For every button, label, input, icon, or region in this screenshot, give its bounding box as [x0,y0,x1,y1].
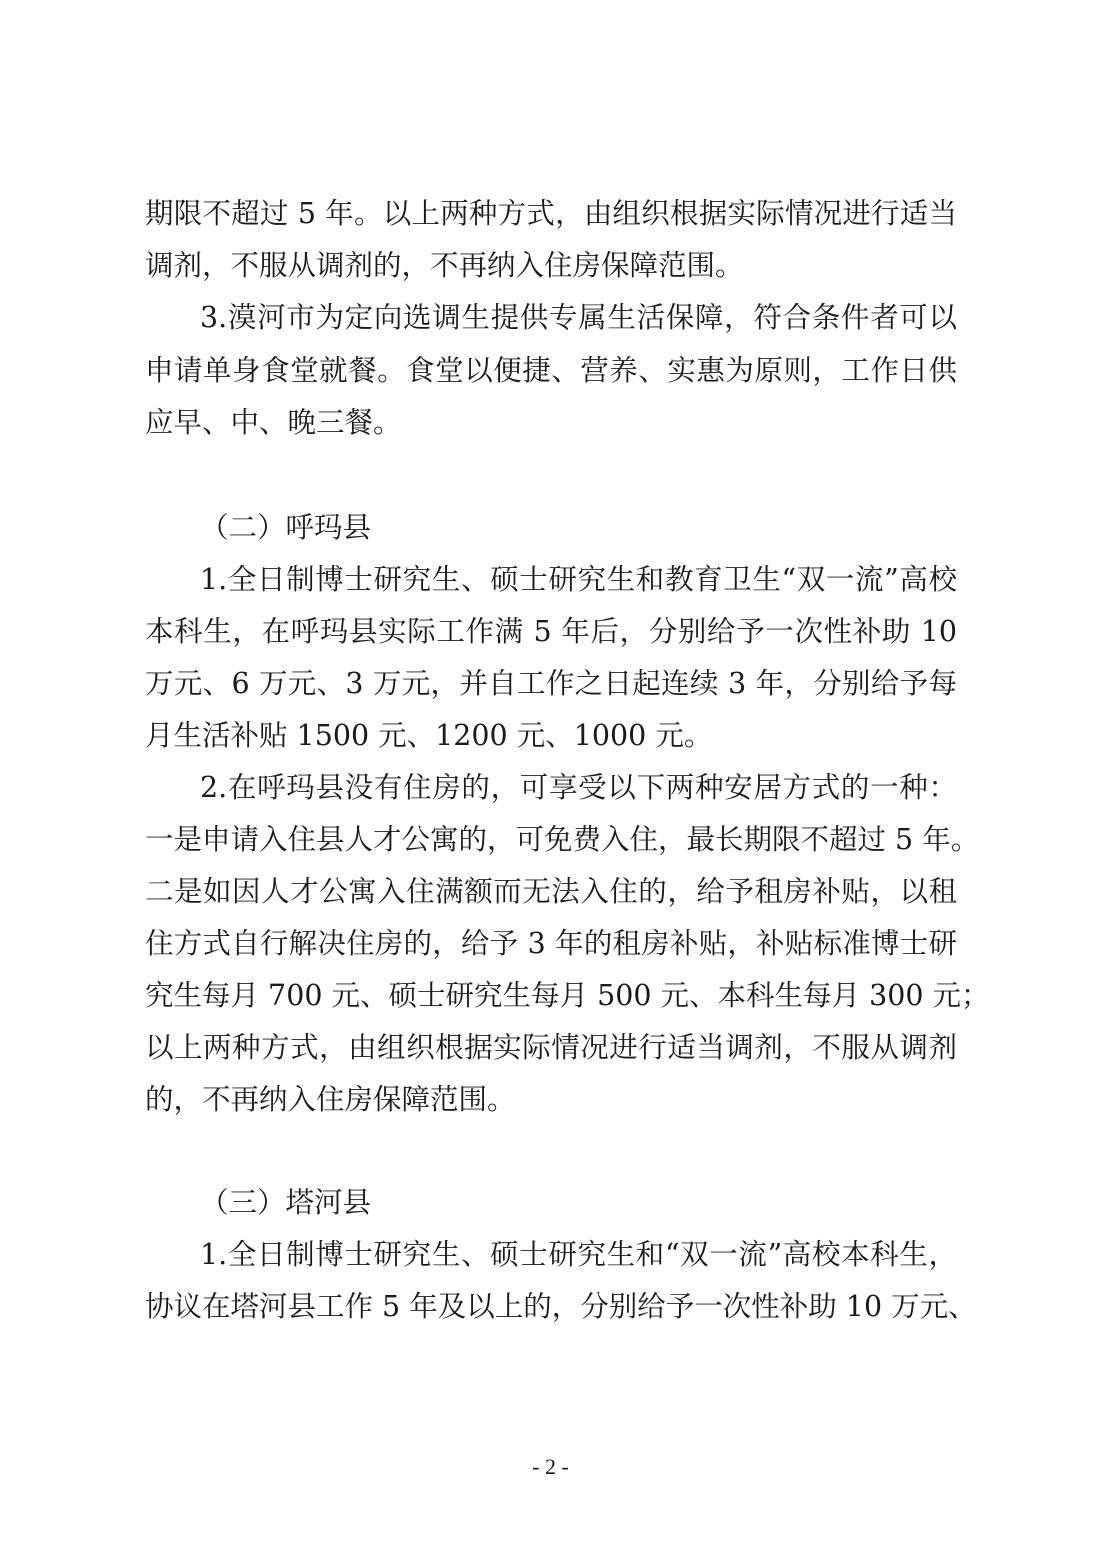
paragraph-line: 3.漠河市为定向选调生提供专属生活保障，符合条件者可以 [200,301,957,334]
paragraph-line: 2.在呼玛县没有住房的，可享受以下两种安居方式的一种： [200,771,957,804]
paragraph-line: 究生每月 700 元、硕士研究生每月 500 元、本科生每月 300 元； [145,979,990,1012]
paragraph-line: 调剂，不服从调剂的，不再纳入住房保障范围。 [145,249,744,282]
paragraph-line: 月生活补贴 1500 元、1200 元、1000 元。 [145,719,713,752]
paragraph-line: 的，不再纳入住房保障范围。 [145,1083,516,1116]
paragraph-line: 申请单身食堂就餐。食堂以便捷、营养、实惠为原则，工作日供 [145,354,957,387]
paragraph-line: 1.全日制博士研究生、硕士研究生和教育卫生“双一流”高校 [200,563,957,596]
page-number: - 2 - [532,1454,569,1479]
paragraph-line: 一是申请入住县人才公寓的，可免费入住，最长期限不超过 5 年。 [145,823,980,856]
paragraph-line: 万元、6 万元、3 万元，并自工作之日起连续 3 年，分别给予每 [145,667,957,700]
section-heading-tahe: （三）塔河县 [200,1186,372,1219]
paragraph-line: 期限不超过 5 年。以上两种方式，由组织根据实际情况进行适当 [145,197,957,230]
section-heading-huma: （二）呼玛县 [200,511,372,544]
paragraph-line: 以上两种方式，由组织根据实际情况进行适当调剂，不服从调剂 [145,1031,957,1064]
paragraph-line: 二是如因人才公寓入住满额而无法入住的，给予租房补贴，以租 [145,875,957,908]
paragraph-line: 应早、中、晚三餐。 [145,406,402,439]
paragraph-line: 本科生，在呼玛县实际工作满 5 年后，分别给予一次性补助 10 [145,615,957,648]
paragraph-line: 协议在塔河县工作 5 年及以上的，分别给予一次性补助 10 万元、 [145,1290,977,1323]
paragraph-line: 1.全日制博士研究生、硕士研究生和“双一流”高校本科生， [200,1238,957,1271]
paragraph-line: 住方式自行解决住房的，给予 3 年的租房补贴，补贴标准博士研 [145,927,957,960]
